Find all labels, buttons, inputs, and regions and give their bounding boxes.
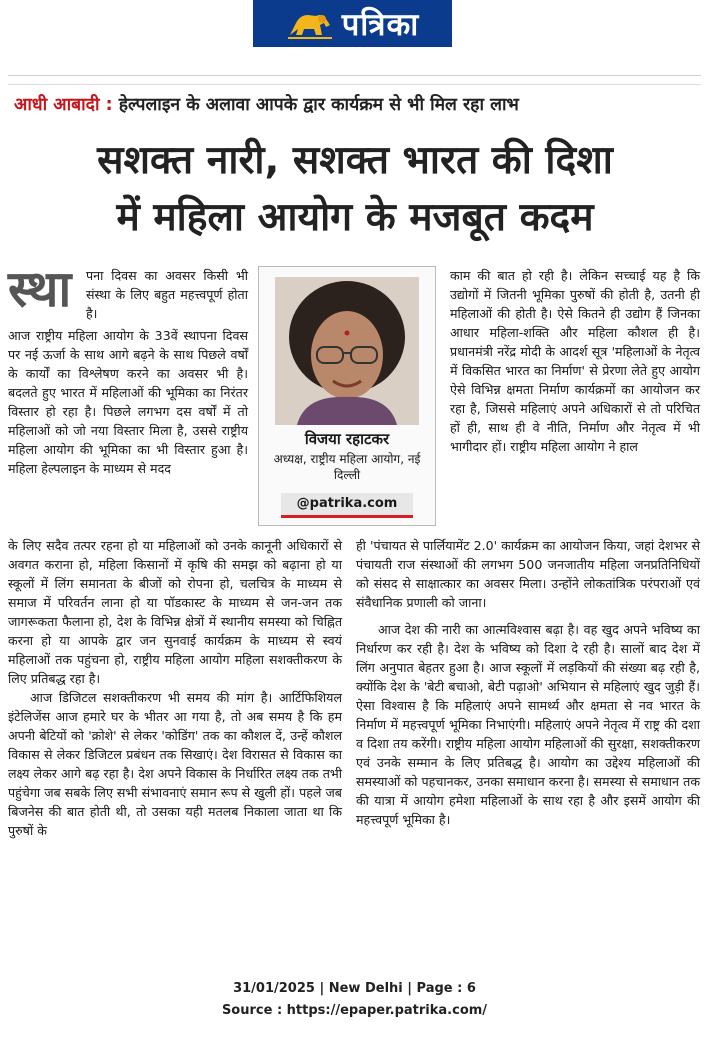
newspaper-logo-text: पत्रिका: [341, 6, 420, 43]
author-name: विजया रहाटकर: [304, 430, 390, 448]
column-2-paragraph-2: आज देश की नारी का आत्मविश्वास बढ़ा है। वह खुद अपने भविष्य का निर्धारण कर रही है। देश के भविष्य को दिशा दे रही है। सालों बाद देश में लिंग अनुपात बेहतर हुआ है। आज स्कूलों में लड़कियों की संख्या बढ़ रही है, क्योंकि देश के 'बेटी बचाओ, बेटी पढ़ाओ' अभियान से महिलाएं खुद जुड़ी हैं। ऐसा विश्वास है कि महिलाएं अपने सामर्थ्य और क्षमता से नव भारत के निर्माण में महत्त्वपूर्ण भूमिका निभाएंगी। महिलाएं अपने नेतृत्व में राष्ट्र की दशा व दिशा तय करेंगी। राष्ट्रीय महिला आयोग महिलाओं की सुरक्षा, सशक्तीकरण एवं उनके सम्मान के लिए प्रतिबद्ध है। आयोग का उद्देश्य महिलाओं की समस्याओं को पहचानकर, उनका समाधान करना है। समस्या से समाधान तक की यात्रा में आयोग हमेशा महिलाओं के साथ रहा है और इसमें आयोग की महत्त्वपूर्ण भूमिका है।: [356, 622, 700, 827]
column-2-top-text: काम की बात हो रही है। लेकिन सच्चाई यह है कि उद्योगों में जितनी भूमिका पुरुषों की होती है, उतनी ही महिलाओं की होती है। ऐसे कितने ही उद्योग हैं जिनका आधार महिला-शक्ति और महिला कौशल ही है। प्रधानमंत्री नरेंद्र मोदी के आदर्श सूत्र 'महिलाओं के नेतृत्व में विकसित भारत का निर्माण' से प्रेरणा लेते हुए आयोग ऐसे विभिन्न क्षमता निर्माण कार्यक्रमों का आयोजन कर रहा है, जिससे महिलाएं अपने अधिकारों से तो परिचित हों ही, साथ ही वे नीति, निर्माण और नेतृत्व में भी भागीदार हों। राष्ट्रीय महिला आयोग ने हाल: [450, 268, 700, 454]
masthead: [253, 0, 452, 47]
kicker-label: आधी आबादी :: [14, 95, 113, 115]
article-column-1-top: [8, 326, 248, 478]
article-column-2: [356, 536, 700, 829]
source-handle[interactable]: @patrika.com: [281, 493, 413, 518]
dropcap: स्था: [8, 260, 72, 318]
kicker-text: हेल्पलाइन के अलावा आपके द्वार कार्यक्रम से भी मिल रहा लाभ: [112, 95, 519, 115]
lead-paragraph: पना दिवस का अवसर किसी भी संस्था के लिए बहुत महत्त्वपूर्ण होता है।: [86, 268, 248, 321]
article-column-2-top: [450, 266, 700, 456]
author-box: [258, 266, 436, 526]
lion-emblem-icon: [286, 7, 334, 41]
column-2-paragraph-1: ही 'पंचायत से पार्लियामेंट 2.0' कार्यक्रम का आयोजन किया, जहां देशभर से पंचायती राज संस्थाओं की लगभग 500 जनजातीय महिला जनप्रतिनिधियों को संसद से साक्षात्कार का अवसर मिला। उन्होंने लोकतांत्रिक परंपराओं एवं संवैधानिक प्रणाली को जाना।: [356, 538, 700, 610]
kicker-rule: [8, 84, 701, 85]
kicker: [14, 92, 704, 116]
column-1-paragraph-2: आज डिजिटल सशक्तीकरण भी समय की मांग है। आर्टिफिशियल इंटेलिजेंस आज हमारे घर के भीतर आ गया है, तो अब समय है कि हम अपनी बेटियों को 'क्रोशे' से लेकर 'कोडिंग' तक का कौशल दें, उन्हें कौशल विकास से लेकर डिजिटल प्रबंधन तक सिखाएं। देश विरासत से विकास का लक्ष्य लेकर आगे बढ़ रहा है। देश अपने विकास के निर्धारित लक्ष्य तक तभी पहुंचेगा जब सबके लिए सभी संभावनाएं समान रूप से खुली हों। पहले जब बिजनेस की बात होती थी, तो उसका यही मतलब निकाला जाता था कि पुरुषों के: [8, 690, 342, 838]
top-rule: [8, 75, 701, 76]
headline: [12, 132, 698, 246]
article-lead: [86, 266, 248, 323]
headline-line-2: में महिला आयोग के मजबूत कदम: [116, 195, 594, 240]
footer-date-line: 31/01/2025 | New Delhi | Page : 6: [233, 981, 476, 996]
article-column-1: [8, 536, 342, 840]
footer-source-line[interactable]: Source : https://epaper.patrika.com/: [221, 1003, 488, 1018]
headline-line-1: सशक्त नारी, सशक्त भारत की दिशा: [97, 138, 613, 183]
author-role: अध्यक्ष, राष्ट्रीय महिला आयोग, नई दिल्ली: [273, 452, 421, 482]
author-photo: [275, 277, 419, 425]
column-1-paragraph-1: के लिए सदैव तत्पर रहना हो या महिलाओं को उनके कानूनी अधिकारों से अवगत कराना हो, महिला किसानों में कृषि की समझ को बढ़ाना हो या स्कूलों में लिंग समानता के बीजों को रोपना हो, चलचित्र के माध्यम से समाज में परिवर्तन लाना हो या पॉडकास्ट के माध्यम से जन-जन तक जागरूकता फैलाना हो, देश के विभिन्न क्षेत्रों में स्थानीय समस्या को चिह्नित करना हो या आपके द्वार जन सुनवाई कार्यक्रम के माध्यम से स्वयं महिलाओं तक पहुंचना हो, राष्ट्रीय महिला आयोग महिला सशक्तीकरण के लिए प्रतिबद्ध रहा है।: [8, 538, 342, 686]
column-1-top-text: आज राष्ट्रीय महिला आयोग के 33वें स्थापना दिवस पर नई ऊर्जा के साथ आगे बढ़ने के साथ पिछले वर्षों के कार्यों का विश्लेषण करने का अवसर भी है। बदलते हुए भारत में महिलाओं की भूमिका का निरंतर विस्तार हो रहा है। पिछले लगभग दस वर्षों में तो महिलाओं को जो नया विस्तार मिला है, उससे राष्ट्रीय महिला आयोग की भूमिका का भी विस्तार हुआ है। महिला हेल्पलाइन के माध्यम से मदद: [8, 328, 248, 476]
